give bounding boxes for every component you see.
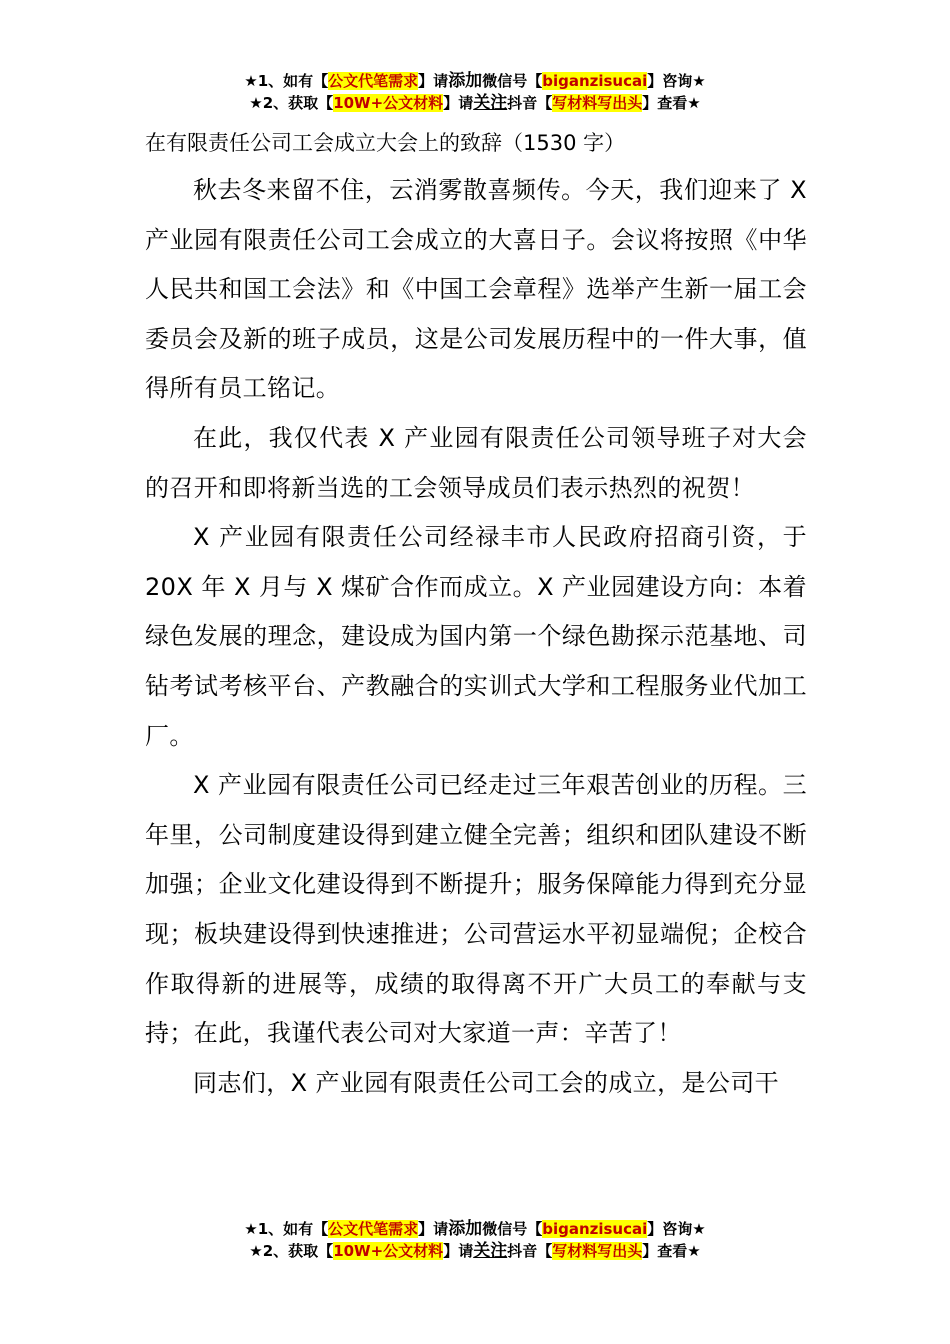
document-title: 在有限责任公司工会成立大会上的致辞（1530 字） (145, 131, 626, 155)
promo-text: 抖音【 (507, 1242, 553, 1260)
promo-highlight: 公文代笔需求 (328, 1220, 419, 1238)
promo-highlight: 10W+公文材料 (333, 94, 444, 112)
promo-text: 】查看★ (642, 1242, 701, 1260)
promo-text: 】请 (443, 94, 474, 112)
promo-highlight: 公文代笔需求 (328, 72, 419, 90)
paragraph: 在此，我仅代表 X 产业园有限责任公司领导班子对大会的召开和即将新当选的工会领导成员们表示热烈的祝贺！ (145, 423, 807, 502)
promo-line-1 (0, 70, 950, 92)
promo-wechat-id: biganzisucai (542, 72, 648, 90)
promo-highlight: 10W+公文材料 (333, 1242, 444, 1260)
paragraph: 秋去冬来留不住，云消雾散喜频传。今天，我们迎来了 X 产业园有限责任公司工会成立的大喜日子。会议将按照《中华人民共和国工会法》和《中国工会章程》选举产生新一届工会委员会及新的班子成员，这是公司发展历程中的一件大事，值得所有员工铭记。 (145, 176, 807, 403)
promo-text: 微信号【 (482, 1220, 543, 1238)
paragraph: X 产业园有限责任公司经禄丰市人民政府招商引资，于 20X 年 X 月与 X 煤矿合作而成立。X 产业园建设方向：本着绿色发展的理念，建设成为国内第一个绿色勘探示范基地、司钻考试考核平台、产教融合的实训式大学和工程服务业代加工厂。 (145, 523, 807, 750)
promo-text: 】请 (443, 1242, 474, 1260)
promo-line-1 (0, 1218, 950, 1240)
promo-text: 抖音【 (507, 94, 553, 112)
promo-banner-top (0, 70, 950, 114)
promo-wechat-id: biganzisucai (542, 1220, 648, 1238)
promo-text: ★1、如有【 (244, 72, 329, 90)
promo-text: 】咨询★ (647, 1220, 706, 1238)
promo-text: 】查看★ (642, 94, 701, 112)
promo-emphasis: 添加 (448, 71, 483, 91)
promo-douyin-id: 写材料写出头 (552, 1242, 643, 1260)
document-body (145, 128, 807, 1108)
paragraph: 同志们，X 产业园有限责任公司工会的成立，是公司干 (193, 1068, 780, 1097)
promo-banner-bottom (0, 1218, 950, 1262)
promo-emphasis: 关注 (473, 93, 508, 113)
promo-emphasis: 添加 (448, 1219, 483, 1239)
promo-line-2 (0, 1240, 950, 1262)
promo-emphasis: 关注 (473, 1241, 508, 1261)
promo-text: 】请 (418, 72, 449, 90)
promo-text: ★2、获取【 (249, 1242, 334, 1260)
promo-text: ★1、如有【 (244, 1220, 329, 1238)
paragraph: X 产业园有限责任公司已经走过三年艰苦创业的历程。三年里，公司制度建设得到建立健全完善；组织和团队建设不断加强；企业文化建设得到不断提升；服务保障能力得到充分显现；板块建设得到快速推进；公司营运水平初显端倪；企校合作取得新的进展等，成绩的取得离不开广大员工的奉献与支持；在此，我谨代表公司对大家道一声：辛苦了！ (145, 771, 807, 1048)
promo-text: 】请 (418, 1220, 449, 1238)
promo-text: 】咨询★ (647, 72, 706, 90)
promo-text: 微信号【 (482, 72, 543, 90)
promo-text: ★2、获取【 (249, 94, 334, 112)
promo-line-2 (0, 92, 950, 114)
promo-douyin-id: 写材料写出头 (552, 94, 643, 112)
